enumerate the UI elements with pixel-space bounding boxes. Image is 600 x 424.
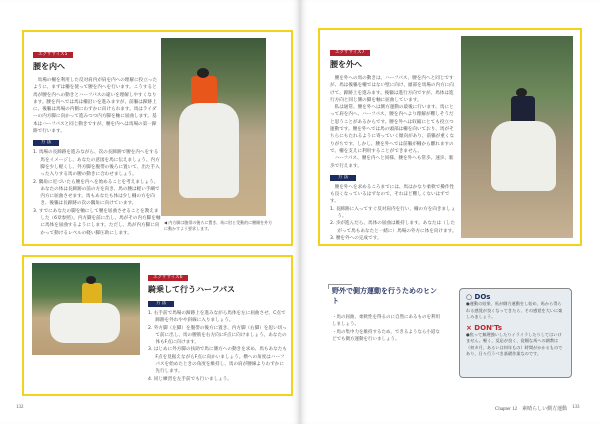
step: 1. 長蹄跡に入ってすぐ反対肩内を行い、柵の方を向きましょう。 [330, 206, 456, 220]
right-page [300, 0, 600, 424]
page-number: 133 [572, 405, 580, 410]
exercise-7-box [318, 28, 582, 246]
intro-text: ハーフパス、腰を内へと同様、腰を外へも常歩、速歩、駈歩で行えます。 [330, 156, 454, 169]
intro-text: 馬場の柵を利用した反対肩内が肩を内への理解に役立ったように、まずは柵を使って腰を内へを行います。こうすると馬が腰を内への動きとハーフパスの違いを理解しやすくなります。腰を内へでは馬は柵沿いを進みますが、前軀は蹄跡上に、後軀は馬場の内側にわずかに向けられます。馬はライダーの内方脚に向かって進みつつ内方脚を軸に屈曲します。基本はハーフパスと同じ動きですが、腰を内へは馬場の第一蹄跡で行います。 [33, 78, 158, 135]
step: 3. すでにあなたの脚を軸にして腰を屈曲させることを教えました（6章参照）。内方脚を前に出し、馬がその内方脚を軸に馬体を屈曲するようにします。ただし、馬が内方脚に向かって動けるレベルの軽い脚圧助にします。 [33, 208, 161, 236]
hints-title: 野外で側方運動を行うためのヒント [332, 287, 437, 305]
donts-heading: × DON'Ts [466, 323, 503, 332]
step: 4. 同じ練習を左手前でも行いましょう。 [148, 376, 232, 382]
step: 2. 隅角に近づいたら腰を内へを始めることを考えましょう。あなたの体は長蹄跡の前の方を向き、馬の腰は軽い手綱で内方に屈曲させます。馬もあなたも体は少し柵の方を向き、後軀は長蹄跡の次の隅角に向けています。 [33, 179, 160, 207]
exercise-title: 騎乗して行うハーフパス [148, 285, 235, 294]
hint-item: ・馬の屈曲、柔軟性を得るのに自然にあるものを利用しましょう。 [332, 315, 440, 328]
step: 2. 外方脚（左脚）を腹帯の後方に置き、内方脚（右脚）を思い切って前に出し、馬の腰筋を右方向にF点に向けましょう。あなたの体もF点に向けます。 [148, 325, 287, 346]
exercise-title: 腰を内へ [33, 62, 65, 71]
exercise-tag: エクササイズ5 [33, 52, 73, 58]
running-head: Chapter 12 素晴らしい側方運動 [495, 407, 568, 412]
horse-photo [32, 263, 140, 355]
method-label: 方 法 [330, 175, 356, 181]
dos-text: ●運動の結果、馬が側方運動をし始め、馬から得られる感覚が良くなってきたら、その感覚を大いに楽しみましょう。 [466, 301, 563, 319]
exercise-tag: エクササイズ7 [330, 50, 370, 56]
hints-section [332, 286, 442, 343]
exercise-title: 腰を外へ [330, 60, 362, 69]
horse-photo [461, 36, 573, 238]
page-number: 132 [16, 405, 24, 410]
donts-text: ●焦って無理強いしたりイライラしたりしてはいけません。軽く、反応が良く、従順な馬への調教は（何カ月、あるいは何年もの）時間がかかるものであり、日々行うべき基礎作業なのです。 [466, 331, 563, 356]
intro-text: 私は通常、腰を外へは側方運動の最後に行います。馬にとって肩を内へ、ハーフパス、腰を内へより理解が難しそうだと思うことがあるからです。腰を外へは収縮にとても役立つ運動です。腰を外へでは馬の頭部は柵を向いており、馬がそちらにもたれるように寄っていく傾向があり、前軀が重くなりがちです。しかし、腰を外へでは前軀が柵から離れますので、柵を支えに利用することができません。 [330, 105, 455, 154]
intro-text: 腰を外への馬の動きは、ハーフパス、腰を内へと同じですが、馬は後軀を柵ではない壁に向け、頭部を馬場の内方に向けて、蹄跡上を進みます。後軀は進行方向ですが、馬体は進行方向と同じ側の脚を軸に屈曲しています。 [330, 76, 454, 103]
exercise-tag: エクササイズ6 [148, 275, 188, 281]
dos-donts-box [459, 288, 572, 378]
method-label: 方 法 [33, 140, 59, 146]
step: 2. 歩が進んだら、馬体の屈曲は維持します。あなたは（したがって馬もあなたと一緒に）馬場の外方に体を向けます。 [330, 221, 457, 234]
hint-item: ・馬の集中力を維持するため、できるようなら小道などでも側方運動を行いましょう。 [332, 329, 440, 342]
step: 1. 馬場の長蹄跡を進みながら、次の長蹄跡で腰を内へをする馬をイメージし、あなたの意図を馬に伝えましょう。内方脚を少し軽くし、外方脚を腹帯の後ろに置いて、出た手入った入りする馬の腰の動きに合わせましょう。 [33, 150, 160, 178]
method-intro: 腰を外へを求めるころまでには、馬はかなり柔軟で操作性も良くなっているはずなので、それほど難しくないはずです。 [330, 184, 455, 205]
exercise-5-box [22, 30, 293, 246]
method-label: 方 法 [148, 301, 174, 307]
exercise-6-box [22, 255, 293, 396]
photo-caption: ◀ 内方脚は腹帯の後ろに置き、馬に肘と受動的に腰側を外方に動かすよう要求します。 [164, 220, 273, 231]
horse-photo [161, 38, 266, 216]
step: 3. はじめに外方脚の扶助で馬に側方への動きを求め、馬もあなたもF点を見据えながらF点に向かいましょう。横への角度はハーフパスを始めたときの角度を維持し、馬の肩が腰線よりわずかに先行します。 [148, 347, 287, 375]
step: 3. 腰を外への完成です。 [330, 235, 382, 241]
step: 1. 右手前で馬場の蹄跡上を進みながら馬体を左に屈曲させ、C点で蹄跡を外れやや斜線に入りましょう。 [148, 311, 286, 324]
dos-heading: ○ DOs [466, 293, 491, 301]
